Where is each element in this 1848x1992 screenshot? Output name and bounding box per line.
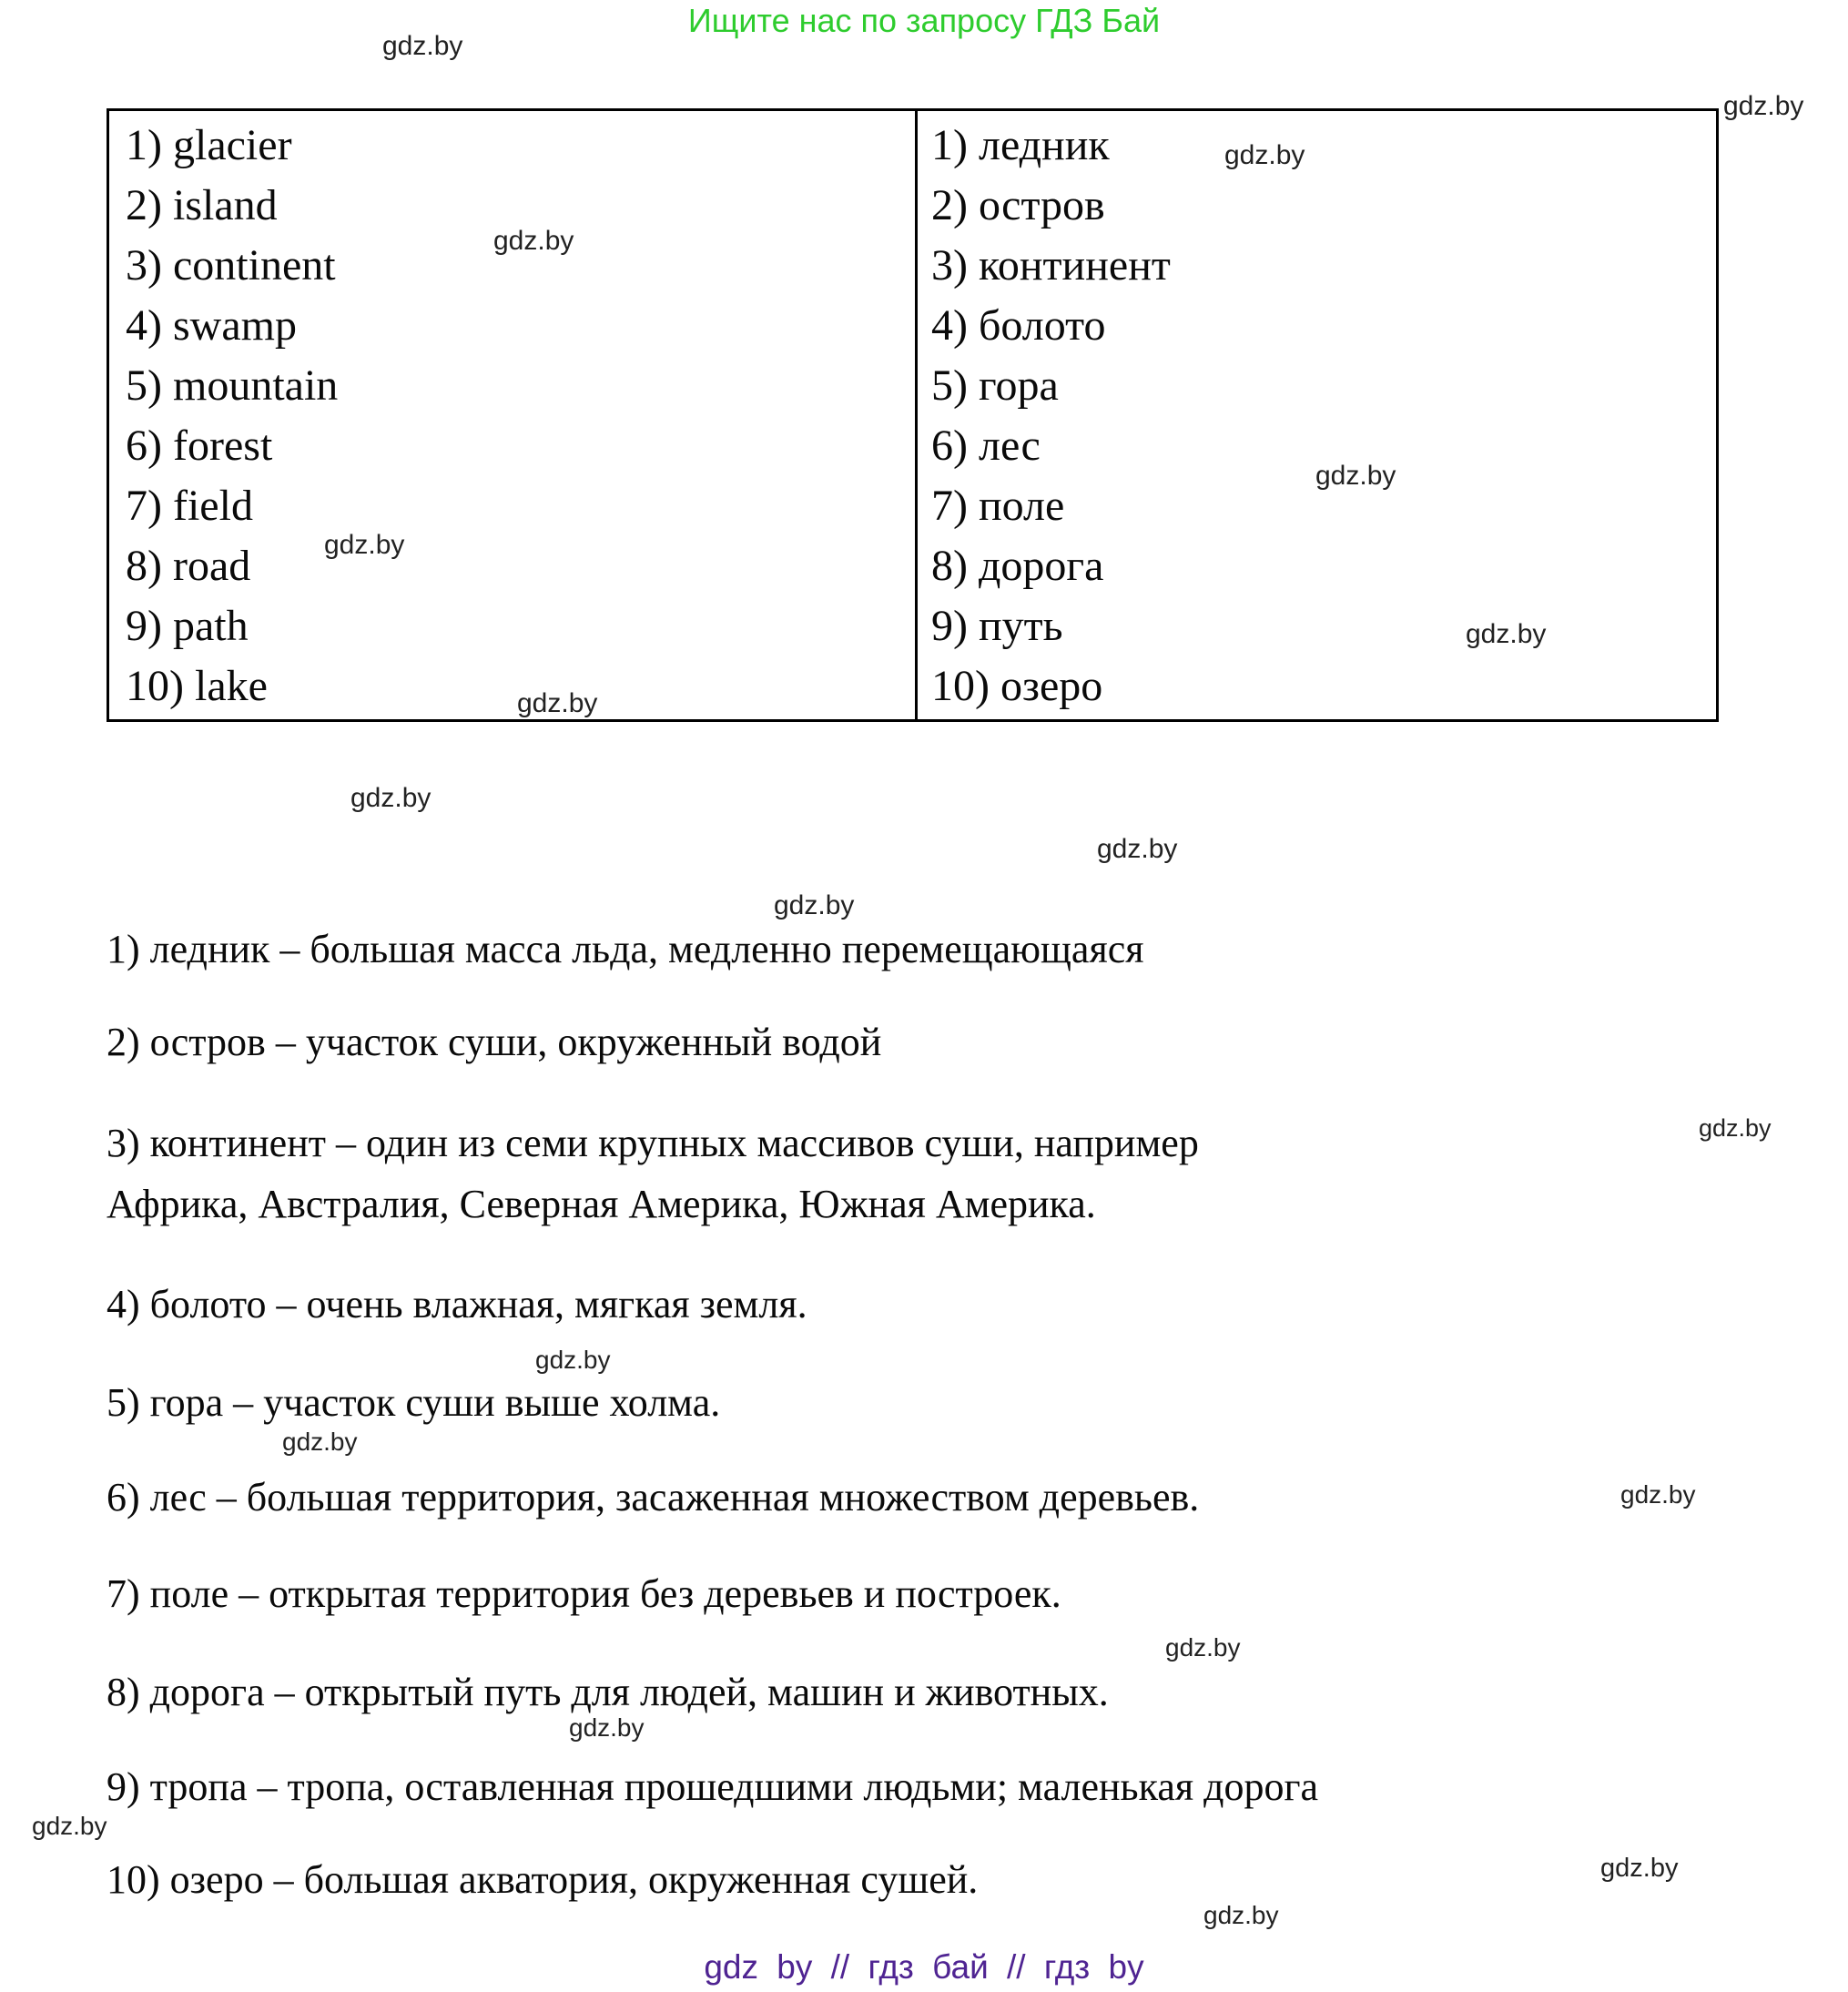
- vocab-item-en: 5) mountain: [126, 361, 339, 410]
- vocab-item-en: 1) glacier: [126, 121, 292, 169]
- gdzby-watermark: gdz.by: [1224, 140, 1305, 170]
- gdzby-watermark: gdz.by: [324, 530, 405, 560]
- vocab-item-en: 3) continent: [126, 241, 336, 290]
- vocab-item-ru: 6) лес: [931, 422, 1041, 470]
- vocab-item-ru: 4) болото: [931, 301, 1106, 350]
- definition-line: 4) болото – очень влажная, мягкая земля.: [107, 1282, 807, 1326]
- promo-banner: Ищите нас по запросу ГДЗ Бай: [687, 2, 1161, 39]
- vocab-item-ru: 7) поле: [931, 482, 1065, 530]
- vocab-item-en: 6) forest: [126, 422, 273, 470]
- definition-line: 3) континент – один из семи крупных массивов суши, например: [107, 1121, 1199, 1165]
- gdzby-watermark: gdz.by: [535, 1346, 611, 1374]
- english-column: [126, 116, 338, 717]
- gdzby-watermark: gdz.by: [774, 890, 855, 920]
- gdzby-watermark: gdz.by: [1620, 1480, 1696, 1509]
- vocab-item-en: 2) island: [126, 181, 278, 229]
- definition-line: 6) лес – большая территория, засаженная множеством деревьев.: [107, 1475, 1200, 1519]
- vocab-item-ru: 9) путь: [931, 602, 1063, 650]
- russian-column: [931, 116, 1171, 717]
- gdzby-watermark: gdz.by: [1699, 1114, 1772, 1142]
- vocab-item-ru: 8) дорога: [931, 542, 1104, 590]
- gdzby-watermark: gdz.by: [1165, 1633, 1241, 1662]
- gdzby-watermark: gdz.by: [1203, 1901, 1279, 1929]
- gdzby-watermark: gdz.by: [569, 1713, 645, 1742]
- gdzby-watermark: gdz.by: [282, 1428, 358, 1456]
- definition-line: 10) озеро – большая акватория, окруженная сушей.: [107, 1857, 979, 1902]
- definition-line: 5) гора – участок суши выше холма.: [107, 1380, 721, 1425]
- gdzby-watermark: gdz.by: [1315, 461, 1396, 491]
- table-column-divider: [915, 111, 918, 719]
- gdzby-watermark: gdz.by: [1097, 834, 1178, 864]
- gdzby-watermark: gdz.by: [1723, 91, 1804, 121]
- definition-line: Африка, Австралия, Северная Америка, Южная Америка.: [107, 1182, 1096, 1226]
- vocab-item-en: 4) swamp: [126, 301, 297, 350]
- vocab-item-ru: 5) гора: [931, 361, 1059, 410]
- vocab-item-en: 8) road: [126, 542, 251, 590]
- definition-line: 1) ледник – большая масса льда, медленно перемещающаяся: [107, 927, 1144, 971]
- gdzby-watermark: gdz.by: [517, 688, 598, 718]
- vocab-item-ru: 2) остров: [931, 181, 1105, 229]
- vocab-item-en: 9) path: [126, 602, 249, 650]
- vocab-item-ru: 3) континент: [931, 241, 1171, 290]
- gdzby-watermark: gdz.by: [1600, 1854, 1679, 1883]
- vocabulary-table: [107, 108, 1719, 722]
- definition-line: 7) поле – открытая территория без деревьев и построек.: [107, 1571, 1061, 1616]
- gdzby-watermark: gdz.by: [350, 783, 432, 813]
- definition-line: 9) тропа – тропа, оставленная прошедшими людьми; маленькая дорога: [107, 1764, 1319, 1809]
- gdzby-watermark: gdz.by: [493, 226, 574, 256]
- vocab-item-en: 7) field: [126, 482, 253, 530]
- gdzby-watermark: gdz.by: [382, 31, 463, 61]
- vocab-item-ru: 1) ледник: [931, 121, 1110, 169]
- gdzby-watermark: gdz.by: [32, 1812, 107, 1840]
- gdzby-watermark: gdz.by: [1466, 619, 1547, 649]
- footer-watermark-line: gdz by // гдз бай // гдз by: [704, 1948, 1144, 1986]
- definition-line: 2) остров – участок суши, окруженный водой: [107, 1020, 882, 1064]
- vocab-item-ru: 10) озеро: [931, 662, 1103, 710]
- vocab-item-en: 10) lake: [126, 662, 268, 710]
- definition-line: 8) дорога – открытый путь для людей, машин и животных.: [107, 1670, 1109, 1714]
